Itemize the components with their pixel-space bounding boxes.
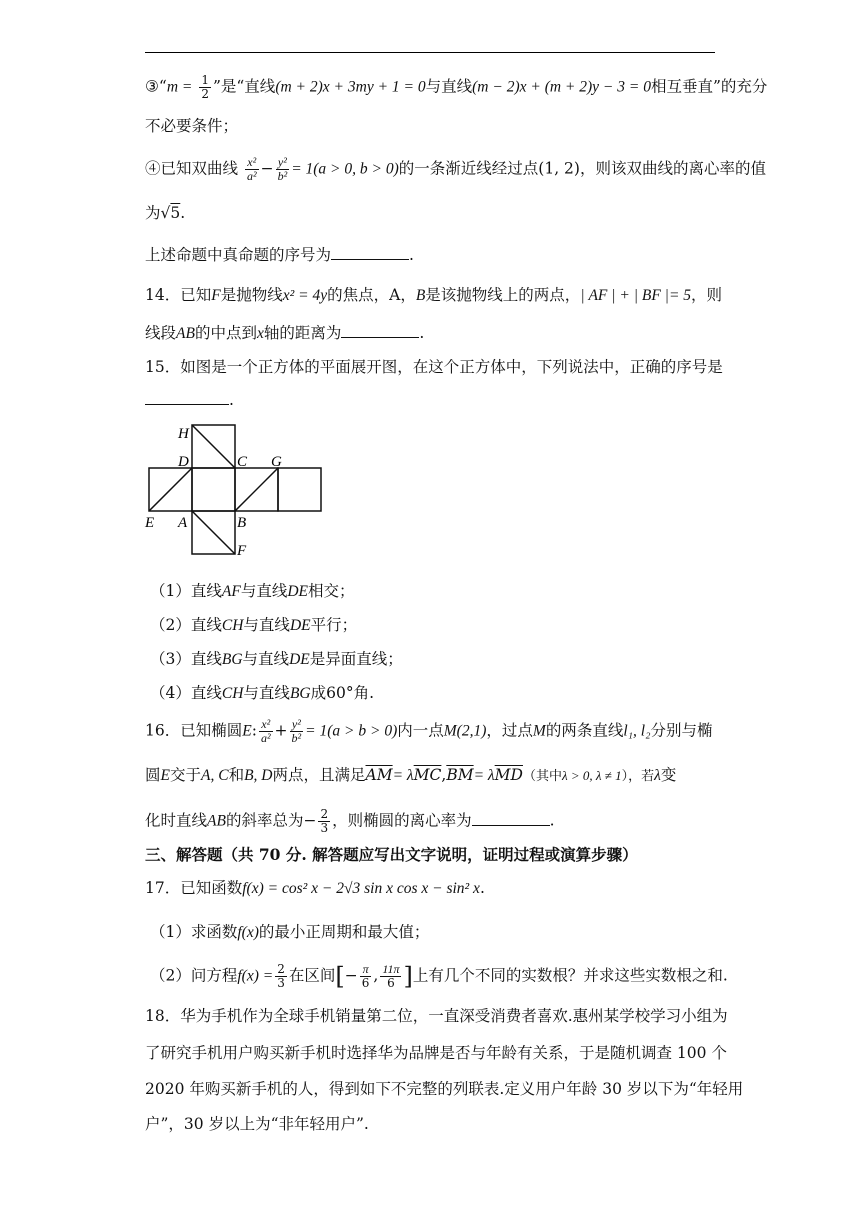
q16-line2: 圆E交于A, C和B, D两点，且满足$\overline{AM}= \lambda\overline{MC},\overline{BM}= \lambda\overline{MD}$（其中λ > 0, λ ≠ 1），若λ变 bbox=[145, 766, 677, 784]
q18-line4: 户”，30 岁以上为“非年轻用户”. bbox=[145, 1115, 369, 1133]
header-rule bbox=[145, 52, 715, 53]
label-C: C bbox=[237, 454, 248, 470]
net-square-4 bbox=[278, 468, 321, 511]
q17-part1: （1）求函数f(x)的最小正周期和最大值； bbox=[150, 923, 430, 941]
answer-blank[interactable] bbox=[145, 389, 229, 405]
q13-item4-line2: 为√5. bbox=[145, 204, 186, 222]
answer-blank[interactable] bbox=[331, 244, 409, 260]
q17-part2: （2）问方程f(x) = $\frac{2}{3}$ 在区间[− $\frac{\pi}{6}$ , $\frac{11\pi}{6}$ ]上有几个不同的实数根？并求这些实数根之和. bbox=[150, 962, 728, 991]
label-D: D bbox=[178, 454, 189, 470]
q14-line1: 14．已知F是抛物线x² = 4y的焦点，A，B是该抛物线上的两点，| AF | + | BF |= 5，则 bbox=[145, 286, 723, 304]
answer-blank[interactable] bbox=[341, 322, 419, 338]
q15-blank-line: . bbox=[145, 388, 234, 412]
fraction-one-half: $\frac{1}{2}$ bbox=[201, 73, 209, 101]
q15-option-3: （3）直线BG与直线DE是异面直线； bbox=[150, 650, 403, 668]
q16-line1: 16．已知椭圆E: $\frac{\text{x²}}{\text{a²}}$ + $\frac{\text{y²}}{\text{b²}}$ = 1(a > b > 0)内一点M(2,1)，过点M的两条直线l₁, l₂分别与椭 bbox=[145, 717, 713, 745]
label-H: H bbox=[178, 426, 189, 442]
label-A: A bbox=[178, 515, 188, 531]
label-E: E bbox=[145, 515, 155, 531]
net-diagonal-ed bbox=[149, 468, 192, 511]
q13-item4-line1: ④已知双曲线 $\frac{\text{x²}}{\text{a²}}$ − $\frac{\text{y²}}{\text{b²}}$ = 1(a > 0, b > 0)的一条渐近线经过点(1, 2)，则该双曲线的离心率的值 bbox=[145, 155, 766, 183]
net-diagonal-hc bbox=[192, 425, 235, 468]
label-G: G bbox=[271, 454, 282, 470]
q13-item3-line2: 不必要条件； bbox=[145, 117, 239, 135]
q17-stem: 17．已知函数f(x) = cos² x − 2√3 sin x cos x − sin² x. bbox=[145, 879, 485, 897]
section-3-heading: 三、解答题（共 70 分. 解答题应写出文字说明，证明过程或演算步骤） bbox=[145, 845, 638, 864]
net-diagonal-af bbox=[192, 511, 235, 554]
q18-line3: 2020 年购买新手机的人，得到如下不完整的列联表.定义用户年龄 30 岁以下为“年轻用 bbox=[145, 1080, 744, 1098]
answer-blank[interactable] bbox=[472, 810, 550, 826]
q15-stem: 15．如图是一个正方体的平面展开图，在这个正方体中，下列说法中，正确的序号是 bbox=[145, 358, 723, 376]
net-square-2 bbox=[192, 468, 235, 511]
label-F: F bbox=[237, 543, 247, 559]
q14-line2: 线段AB的中点到x轴的距离为 . bbox=[145, 324, 425, 342]
q15-option-1: （1）直线AF与直线DE相交； bbox=[150, 582, 355, 600]
q18-line2: 了研究手机用户购买新手机时选择华为品牌是否与年龄有关系，于是随机调查 100 个 bbox=[145, 1044, 727, 1062]
q15-option-4: （4）直线CH与直线BG成60°角. bbox=[150, 684, 375, 702]
q13-question: 上述命题中真命题的序号为 . bbox=[145, 246, 414, 264]
label-B: B bbox=[237, 515, 247, 531]
q18-line1: 18．华为手机作为全球手机销量第二位，一直深受消费者喜欢.惠州某学校学习小组为 bbox=[145, 1007, 728, 1025]
q13-item3-line1: ③“m = $\frac{1}{2}$ ”是“直线(m + 2)x + 3my + 1 = 0与直线(m − 2)x + (m + 2)y − 3 = 0相互垂直”的充分 bbox=[145, 73, 768, 101]
cube-net-diagram bbox=[140, 415, 340, 565]
net-diagonal-bg bbox=[235, 468, 278, 511]
q16-line3: 化时直线AB的斜率总为− $\frac{2}{3}$ ，则椭圆的离心率为 . bbox=[145, 807, 555, 835]
q15-option-2: （2）直线CH与直线DE平行； bbox=[150, 616, 358, 634]
